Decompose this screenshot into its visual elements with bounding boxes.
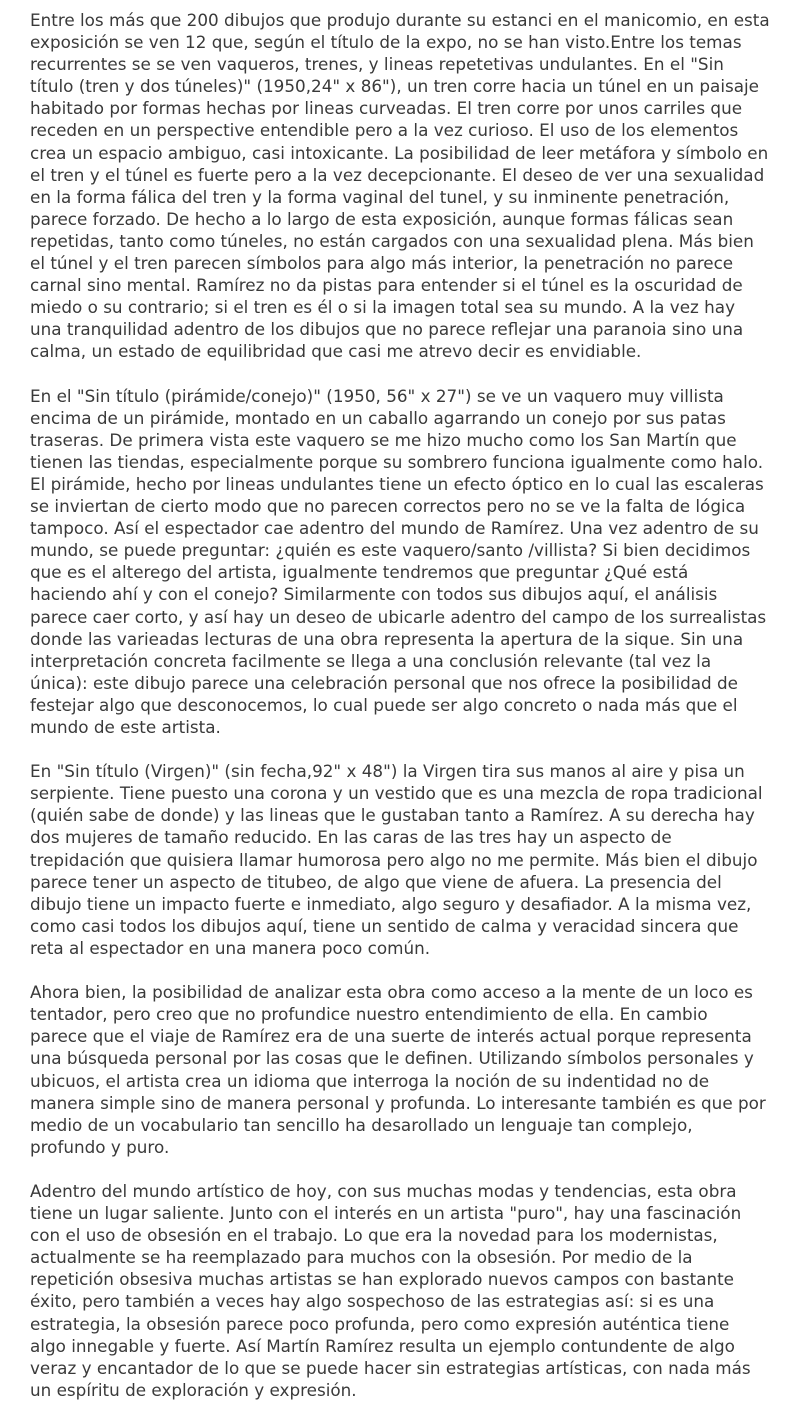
article-body: [30, 9, 770, 1401]
paragraph-conclusion: Adentro del mundo artístico de hoy, con sus muchas modas y tendencias, esta obra tiene un lugar saliente. Junto con el interés en un artista "puro", hay una fascinación con el uso de obsesión en el trabajo. Lo que era la novedad para los modernistas, actualmente se ha reemplazado para muchos con la obsesión. Por medio de la repetición obsesiva muchas artistas se han explorado nuevos campos con bastante éxito, pero también a veces hay algo sospechoso de las estrategias así: si es una estrategia, la obsesión parece poco profunda, pero como expresión auténtica tiene algo innegable y fuerte. Así Martín Ramírez resulta un ejemplo contundente de algo veraz y encantador de lo que se puede hacer sin estrategias artísticas, con nada más un espíritu de exploración y expresión.: [30, 1180, 751, 1400]
paragraph-piramide-conejo: En el "Sin título (pirámide/conejo)" (1950, 56" x 27") se ve un vaquero muy villista encima de un pirámide, montado en un caballo agarrando un conejo por sus patas traseras. De primera vista este vaquero se me hizo mucho como los San Martín que tienen las tiendas, especialmente porque su sombrero funciona igualmente como halo. El pirámide, hecho por lineas undulantes tiene un efecto óptico en lo cual las escaleras se inviertan de cierto modo que no parecen correctos pero no se ve la falta de lógica tampoco. Así el espectador cae adentro del mundo de Ramírez. Una vez adentro de su mundo, se puede preguntar: ¿quién es este vaquero/santo /villista? Si bien decidimos que es el alterego del artista, igualmente tendremos que preguntar ¿Qué está haciendo ahí y con el conejo? Similarmente con todos sus dibujos aquí, el análisis parece caer corto, y así hay un deseo de ubicarle adentro del campo de los surrealistas donde las varieadas lecturas de una obra representa la apertura de la sique. Sin una interpretación concreta facilmente se llega a una conclusión relevante (tal vez la única): este dibujo parece una celebración personal que nos ofrece la posibilidad de festejar algo que desconocemos, lo cual puede ser algo concreto o nada más que el mundo de este artista.: [30, 385, 767, 737]
paragraph-analisis: Ahora bien, la posibilidad de analizar esta obra como acceso a la mente de un loco es tentador, pero creo que no profundice nuestro entendimiento de ella. En cambio parece que el viaje de Ramírez era de una suerte de interés actual porque representa una búsqueda personal por las cosas que le definen. Utilizando símbolos personales y ubicuos, el artista crea un idioma que interroga la noción de su indentidad no de manera simple sino de manera personal y profunda. Lo interesante también es que por medio de un vocabulario tan sencillo ha desarollado un lenguaje tan complejo, profundo y puro.: [30, 982, 766, 1157]
paragraph-tren-tuneles: Entre los más que 200 dibujos que produjo durante su estanci en el manicomio, en esta exposición se ven 12 que, según el título de la expo, no se han visto.Entre los temas recurrentes se se ven vaqueros, trenes, y lineas repetetivas undulantes. En el "Sin título (tren y dos túneles)" (1950,24" x 86"), un tren corre hacia un túnel en un paisaje habitado por formas hechas por lineas curveadas. El tren corre por unos carriles que receden en un perspective entendible pero a la vez curioso. El uso de los elementos crea un espacio ambiguo, casi intoxicante. La posibilidad de leer metáfora y símbolo en el tren y el túnel es fuerte pero a la vez decepcionante. El deseo de ver una sexualidad en la forma fálica del tren y la forma vaginal del tunel, y su inminente penetración, parece forzado. De hecho a lo largo de esta exposición, aunque formas fálicas sean repetidas, tanto como túneles, no están cargados con una sexualidad plena. Más bien el túnel y el tren parecen símbolos para algo más interior, la penetración no parece carnal sino mental. Ramírez no da pistas para entender si el túnel es la oscuridad de miedo o su contrario; si el tren es él o si la imagen total sea su mundo. A la vez hay una tranquilidad adentro de los dibujos que no parece reflejar una paranoia sino una calma, un estado de equilibridad que casi me atrevo decir es envidiable.: [30, 10, 770, 362]
paragraph-virgen: En "Sin título (Virgen)" (sin fecha,92" x 48") la Virgen tira sus manos al aire y pisa un serpiente. Tiene puesto una corona y un vestido que es una mezcla de ropa tradicional (quién sabe de donde) y las lineas que le gustaban tanto a Ramírez. A su derecha hay dos mujeres de tamaño reducido. En las caras de las tres hay un aspecto de trepidación que quisiera llamar humorosa pero algo no me permite. Más bien el dibujo parece tener un aspecto de titubeo, de algo que viene de afuera. La presencia del dibujo tiene un impacto fuerte e inmediato, algo seguro y desafiador. A la misma vez, como casi todos los dibujos aquí, tiene un sentido de calma y veracidad sincera que reta al espectador en una manera poco común.: [30, 761, 763, 958]
